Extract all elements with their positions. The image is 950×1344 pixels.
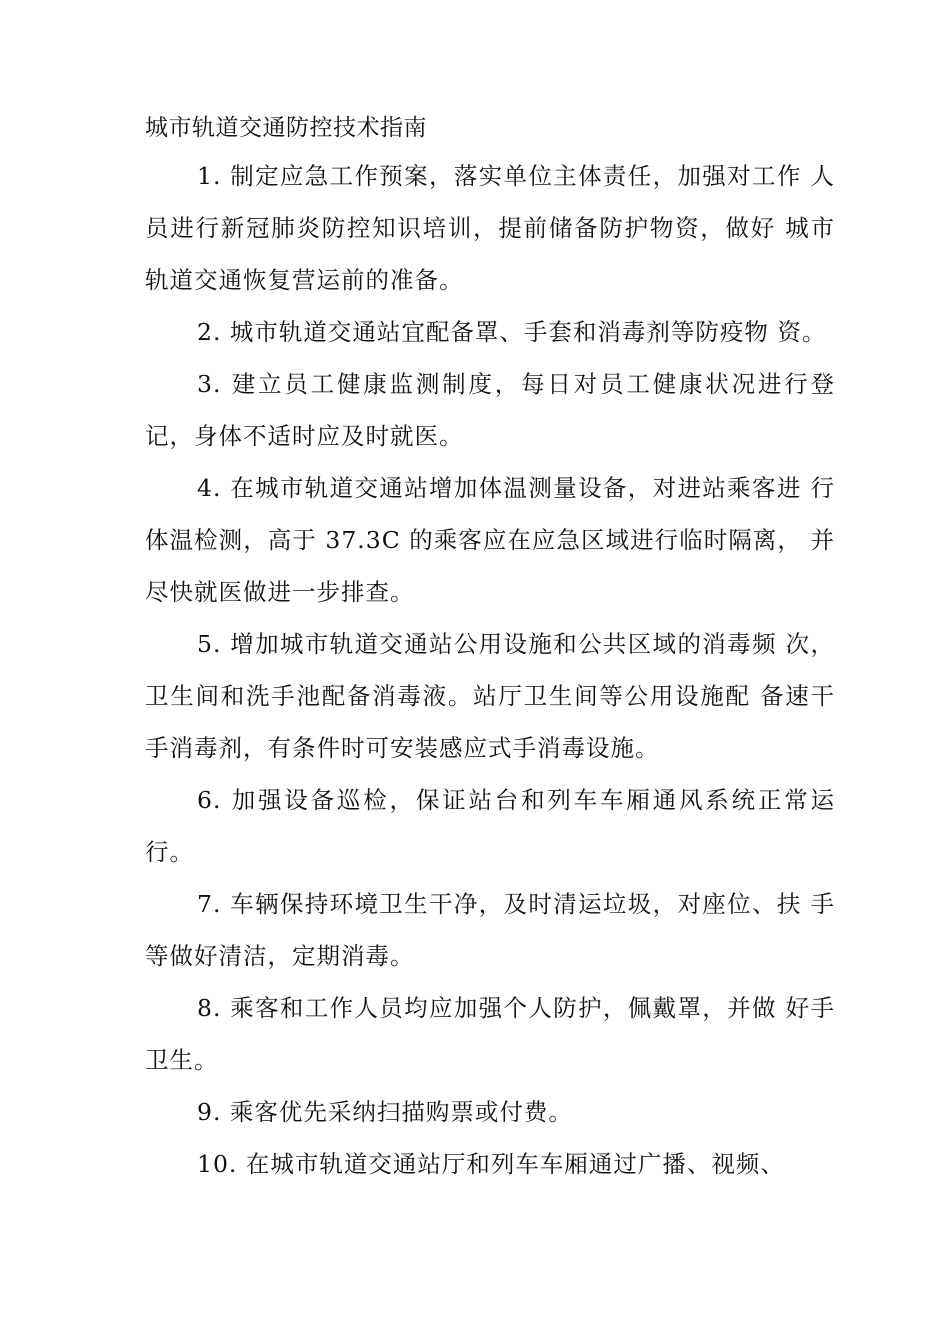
- paragraph-5: 5. 增加城市轨道交通站公用设施和公共区域的消毒频 次，卫生间和洗手池配备消毒液。站厅卫生间等公用设施配 备速干手消毒剂，有条件时可安装感应式手消毒设施。: [145, 630, 835, 762]
- paragraph-3: 3. 建立员工健康监测制度，每日对员工健康状况进行登记，身体不适时应及时就医。: [145, 370, 835, 450]
- paragraph-4: 4. 在城市轨道交通站增加体温测量设备，对进站乘客进 行体温检测，高于 37.3C 的乘客应在应急区域进行临时隔离， 并尽快就医做进一步排查。: [145, 474, 835, 606]
- paragraph-9: 9. 乘客优先采纳扫描购票或付费。: [197, 1098, 573, 1126]
- document-title: 城市轨道交通防控技术指南: [145, 115, 427, 141]
- paragraph-1: 1. 制定应急工作预案，落实单位主体责任，加强对工作 人员进行新冠肺炎防控知识培训，提前储备防护物资，做好 城市轨道交通恢复营运前的准备。: [145, 162, 835, 294]
- paragraph-2: 2. 城市轨道交通站宜配备罩、手套和消毒剂等防疫物 资。: [197, 318, 827, 346]
- paragraph-7: 7. 车辆保持环境卫生干净，及时清运垃圾，对座位、扶 手等做好清洁，定期消毒。: [145, 890, 835, 970]
- paragraph-10: 10. 在城市轨道交通站厅和列车车厢通过广播、视频、: [197, 1150, 785, 1178]
- paragraph-6: 6. 加强设备巡检，保证站台和列车车厢通风系统正常运行。: [145, 786, 835, 866]
- document-body: [145, 150, 835, 1190]
- paragraph-8: 8. 乘客和工作人员均应加强个人防护，佩戴罩，并做 好手卫生。: [145, 994, 835, 1074]
